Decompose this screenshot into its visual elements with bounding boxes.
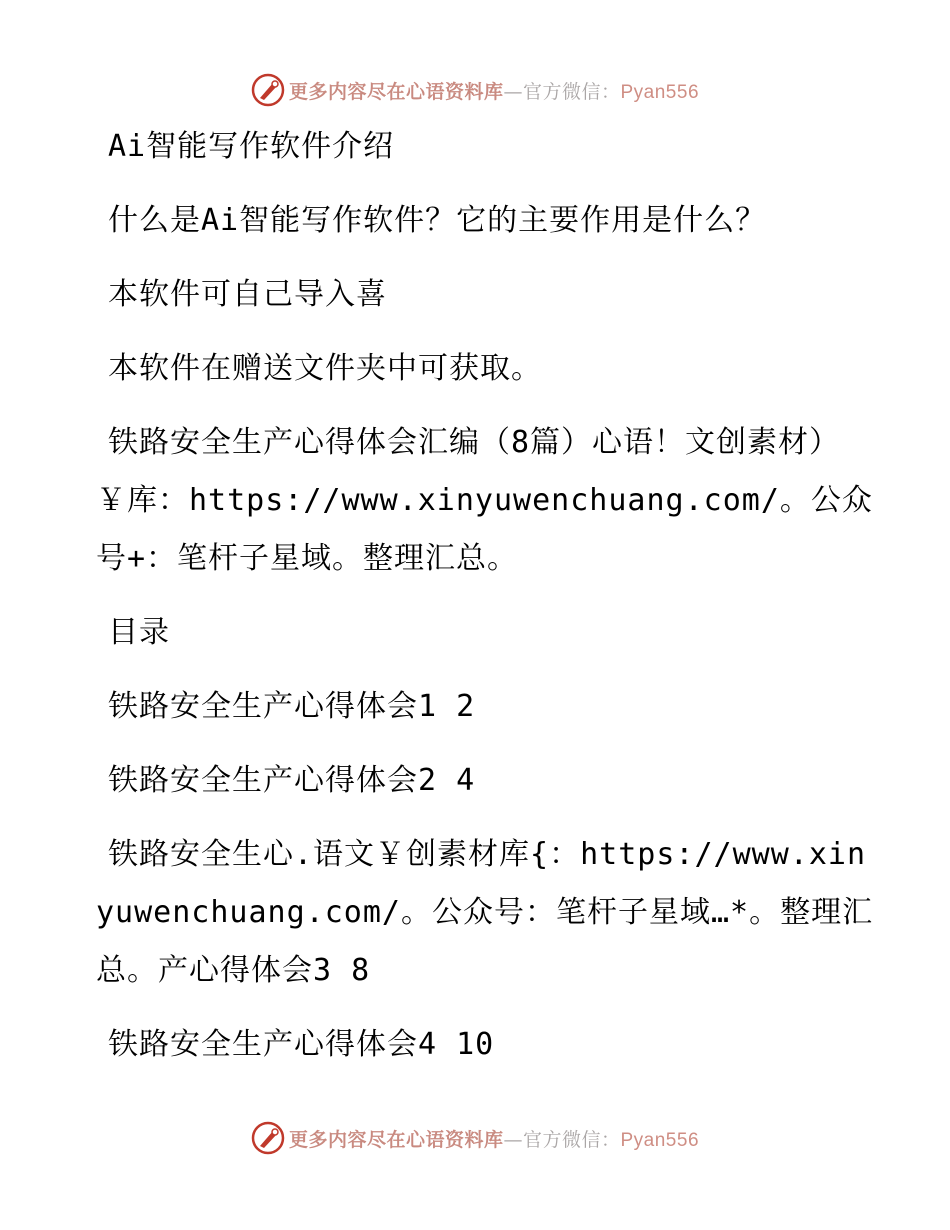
document-body [96, 118, 876, 1090]
toc-heading: 目录 [108, 615, 170, 650]
paragraph-folder: 本软件在赠送文件夹中可获取。 [108, 351, 542, 386]
watermark-id: Pyan556 [620, 1129, 700, 1151]
watermark-dash: — [503, 80, 523, 103]
paragraph-title: Ai智能写作软件介绍 [108, 129, 395, 164]
watermark-text [289, 1125, 699, 1152]
watermark-text [289, 77, 699, 104]
pen-logo-icon [251, 1121, 285, 1155]
toc-item: 铁路安全生产心得体会1 2 [108, 689, 476, 724]
watermark-id: Pyan556 [620, 81, 700, 103]
header-watermark [0, 70, 950, 110]
pen-logo-icon [251, 73, 285, 107]
watermark-cn: 更多内容尽在心语资料库 [288, 1128, 504, 1151]
toc-item: 铁路安全生产心得体会2 4 [108, 763, 476, 798]
watermark-cn: 更多内容尽在心语资料库 [288, 80, 504, 103]
toc-item: 铁路安全生心.语文￥创素材库{：https://www.xinyuwenchuang.com/。公众号：笔杆子星域…*。整理汇总。产心得体会3 8 [96, 837, 874, 988]
footer-watermark [0, 1118, 950, 1158]
toc-item: 铁路安全生产心得体会4 10 [108, 1027, 495, 1062]
watermark-dash: — [503, 1128, 523, 1151]
paragraph-import: 本软件可自己导入喜 [108, 277, 387, 312]
watermark-wechat: 官方微信： [522, 80, 621, 103]
paragraph-compilation: 铁路安全生产心得体会汇编（8篇）心语！文创素材）￥库：https://www.xinyuwenchuang.com/。公众号+：笔杆子星域。整理汇总。 [96, 425, 873, 576]
watermark-wechat: 官方微信： [522, 1128, 621, 1151]
paragraph-question: 什么是Ai智能写作软件？它的主要作用是什么？ [108, 203, 767, 238]
